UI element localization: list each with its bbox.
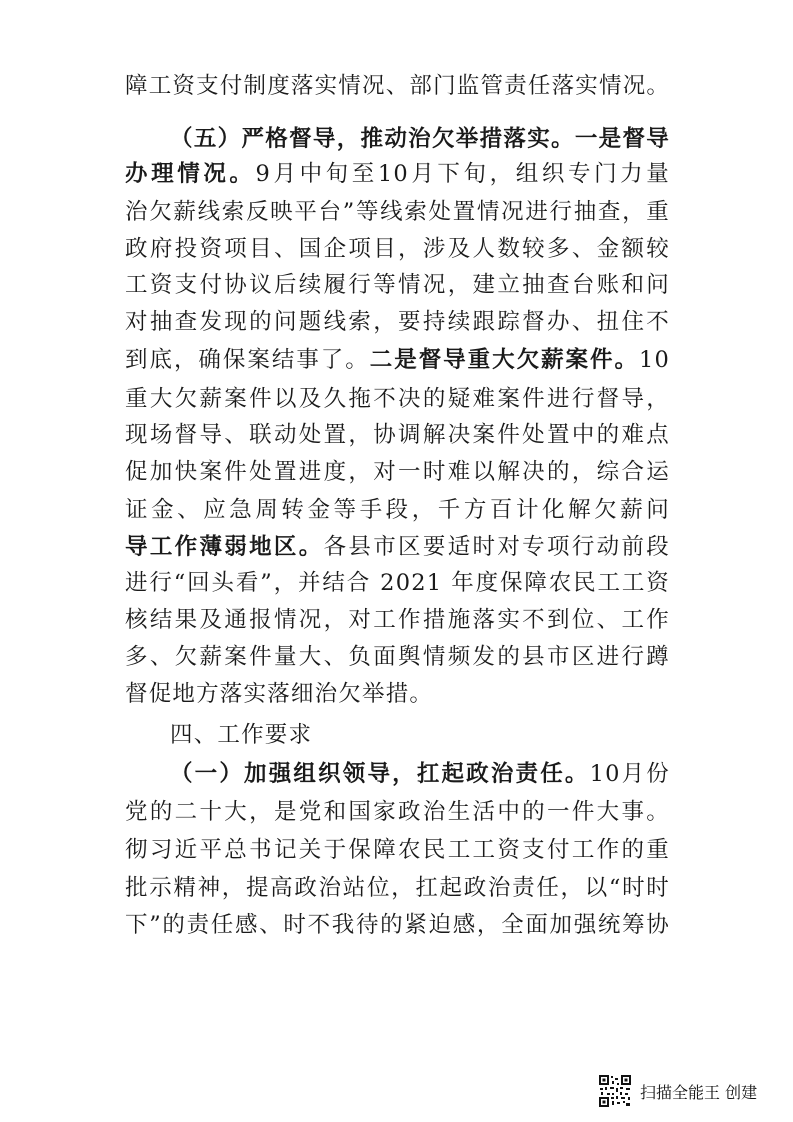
text-line — [125, 605, 670, 635]
text-segment: 多、欠薪案件量大、负面舆情频发的县市区进行蹲 — [125, 644, 670, 670]
bold-text-segment: （五）严格督导，推动治欠举措落实。 — [170, 126, 575, 152]
text-line — [125, 873, 670, 903]
text-line — [125, 495, 670, 525]
text-segment: 到底，确保案结事了。 — [125, 347, 370, 373]
text-segment: 对抽查发现的问题线索，要持续跟踪督办、扭住不 — [125, 309, 670, 335]
scanner-brand-label: 扫描全能王 创建 — [640, 1082, 758, 1102]
text-segment: 批示精神，提高政治站位，扛起政治责任，以“时时 — [125, 875, 670, 901]
text-line — [125, 642, 670, 672]
text-segment: 10月份 — [589, 761, 670, 787]
text-line — [125, 71, 670, 101]
bold-text-segment: 二是督导重大欠薪案件。 — [369, 347, 639, 373]
text-line — [125, 679, 670, 709]
text-line — [125, 384, 670, 414]
text-line — [125, 307, 670, 337]
text-segment: 彻习近平总书记关于保障农民工工资支付工作的重 — [125, 837, 670, 863]
text-line — [125, 532, 670, 562]
text-line — [125, 457, 670, 487]
text-segment: 重大欠薪案件以及久拖不决的疑难案件进行督导， — [125, 386, 670, 412]
scanner-watermark — [598, 1072, 778, 1110]
text-line — [125, 234, 670, 264]
text-segment: 党的二十大，是党和国家政治生活中的一件大事。 — [125, 799, 670, 825]
text-segment: 四、工作要求 — [170, 722, 313, 748]
text-segment: 证金、应急周转金等手段，千方百计化解欠薪问 — [125, 497, 670, 523]
text-line — [125, 835, 670, 865]
text-line — [125, 197, 670, 227]
text-segment: 9月中旬至10月下旬，组织专门力量 — [255, 161, 670, 187]
text-line — [170, 124, 670, 154]
text-segment: 政府投资项目、国企项目，涉及人数较多、金额较 — [125, 236, 670, 262]
text-segment: 现场督导、联动处置，协调解决案件处置中的难点 — [125, 422, 670, 448]
bold-text-segment: （一）加强组织领导，扛起政治责任。 — [170, 761, 590, 787]
text-segment: 促加快案件处置进度，对一时难以解决的，综合运 — [125, 459, 670, 485]
text-segment: 核结果及通报情况，对工作措施落实不到位、工作 — [125, 607, 670, 633]
text-line — [125, 797, 670, 827]
bold-text-segment: 导工作薄弱地区。 — [125, 534, 324, 560]
text-line — [125, 270, 670, 300]
qr-code-icon — [598, 1074, 632, 1108]
text-segment: 10 — [638, 347, 670, 373]
bold-text-segment: 办理情况。 — [125, 161, 256, 187]
text-segment: 治欠薪线索反映平台”等线索处置情况进行抽查，重 — [125, 199, 670, 225]
text-segment: 督促地方落实落细治欠举措。 — [125, 681, 434, 707]
text-line — [125, 420, 670, 450]
text-line — [125, 345, 670, 375]
text-line — [125, 910, 670, 940]
text-line — [170, 720, 670, 750]
bold-text-segment: 一是督导 — [574, 126, 670, 152]
text-segment: 进行“回头看”，并结合 2021 年度保障农民工工资 — [125, 570, 670, 596]
text-line — [170, 759, 670, 789]
text-segment: 障工资支付制度落实情况、部门监管责任落实情况。 — [125, 73, 671, 99]
text-segment: 下”的责任感、时不我待的紧迫感，全面加强统筹协 — [125, 912, 670, 938]
text-segment: 工资支付协议后续履行等情况，建立抽查台账和问 — [125, 272, 670, 298]
text-line — [125, 568, 670, 598]
text-segment: 各县市区要适时对专项行动前段 — [323, 534, 670, 560]
text-line — [125, 159, 670, 189]
